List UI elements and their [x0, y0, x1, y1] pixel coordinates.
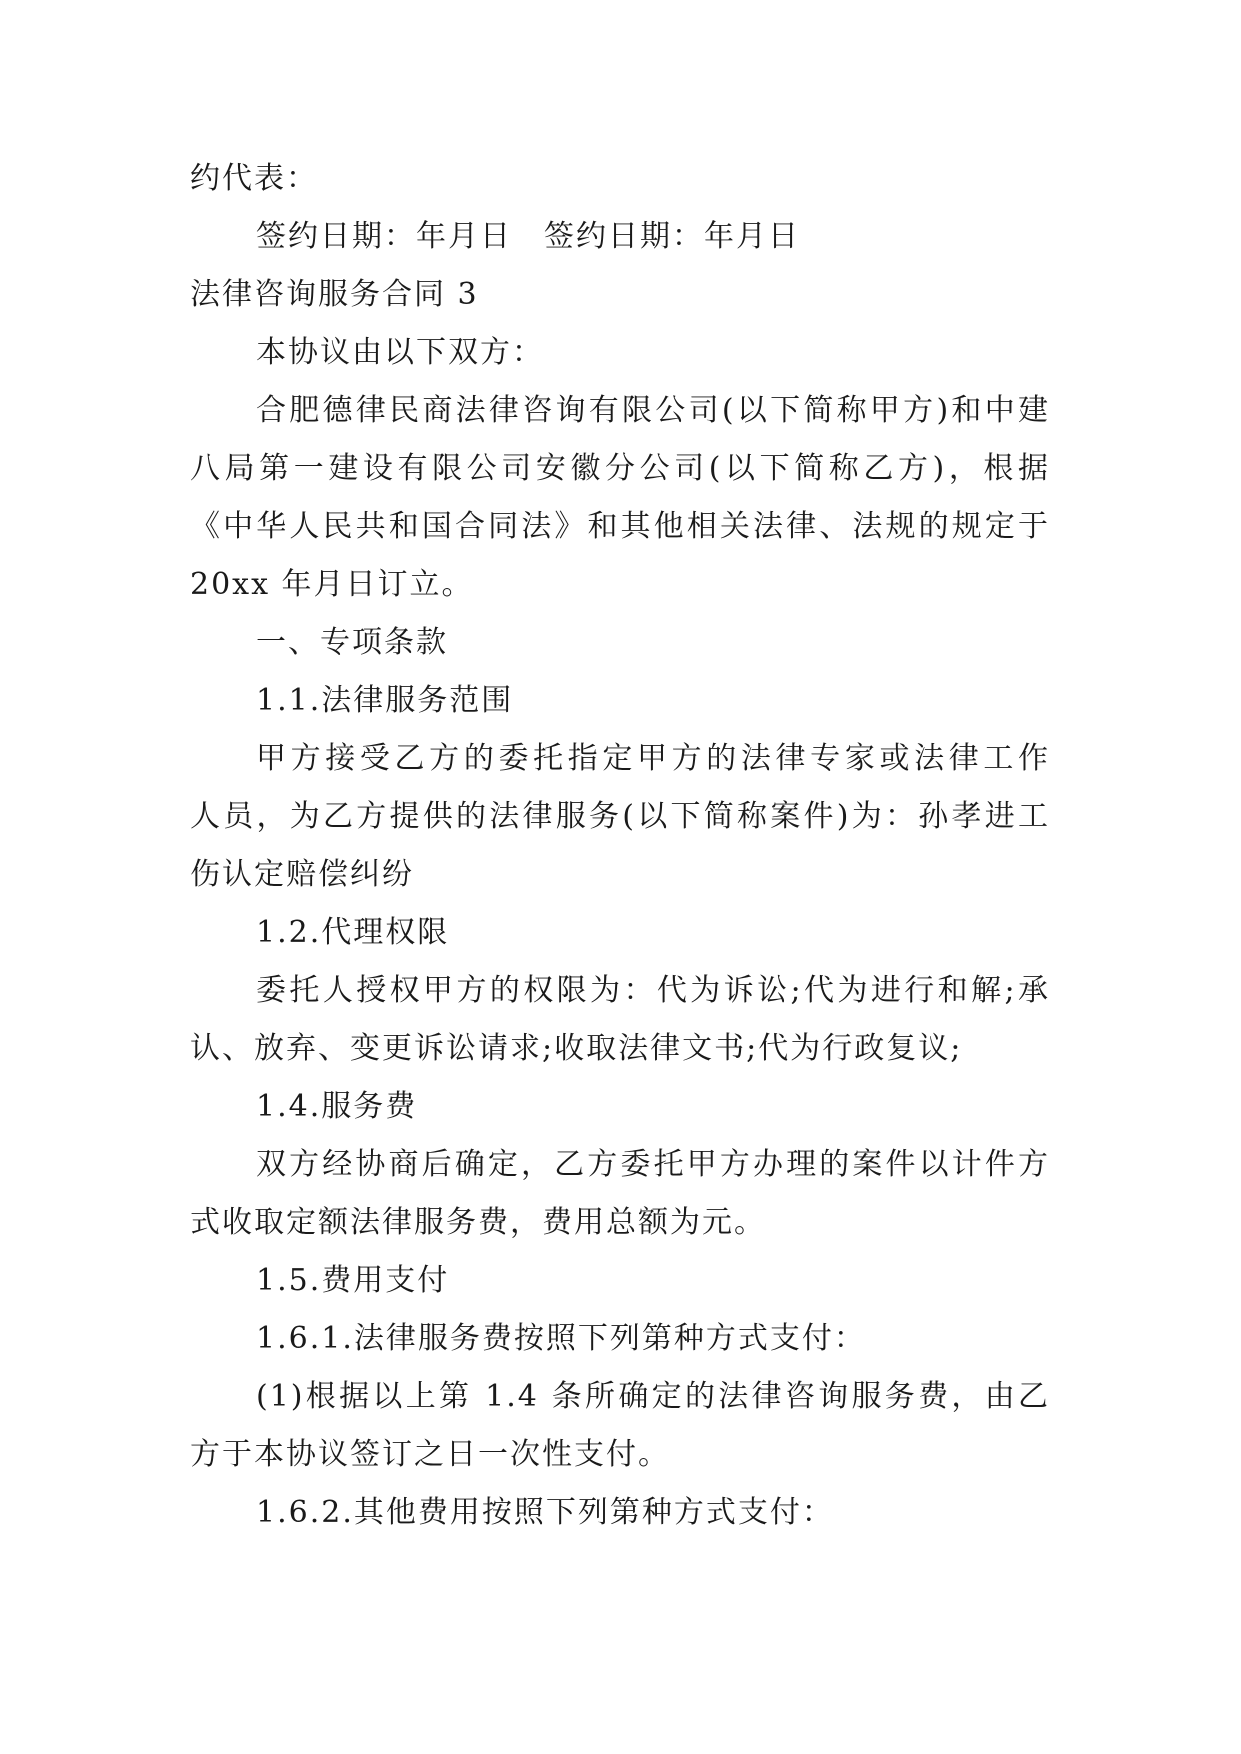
text-line: 双方经协商后确定，乙方委托甲方办理的案件以计件方: [256, 1147, 1050, 1182]
document-page: [190, 150, 1050, 1542]
text-line: 1.6.2.其他费用按照下列第种方式支付：: [256, 1495, 834, 1530]
text-line: 1.1.法律服务范围: [256, 683, 514, 718]
text-line: 20xx 年月日订立。: [190, 567, 474, 602]
text-line: 方于本协议签订之日一次性支付。: [190, 1437, 670, 1472]
text-line: 甲方接受乙方的委托指定甲方的法律专家或法律工作: [256, 741, 1050, 776]
text-line: 《中华人民共和国合同法》和其他相关法律、法规的规定于: [190, 509, 1050, 544]
text-line: 法律咨询服务合同 3: [190, 277, 479, 312]
text-line: 签约日期：年月日 签约日期：年月日: [256, 219, 800, 254]
text-line: 式收取定额法律服务费，费用总额为元。: [190, 1205, 766, 1240]
text-line: 1.4.服务费: [256, 1089, 418, 1124]
text-line: 合肥德律民商法律咨询有限公司(以下简称甲方)和中建: [256, 393, 1050, 428]
text-line: 1.6.1.法律服务费按照下列第种方式支付：: [256, 1321, 866, 1356]
text-line: 认、放弃、变更诉讼请求;收取法律文书;代为行政复议;: [190, 1031, 963, 1066]
text-line: 1.5.费用支付: [256, 1263, 450, 1298]
text-line: 伤认定赔偿纠纷: [190, 857, 414, 892]
text-line: 人员，为乙方提供的法律服务(以下简称案件)为：孙孝进工: [190, 799, 1050, 834]
text-line: 约代表：: [190, 161, 318, 196]
text-line: 一、专项条款: [256, 625, 448, 660]
text-line: (1)根据以上第 1.4 条所确定的法律咨询服务费，由乙: [256, 1379, 1050, 1414]
text-line: 八局第一建设有限公司安徽分公司(以下简称乙方)，根据: [190, 451, 1050, 486]
text-line: 本协议由以下双方：: [256, 335, 544, 370]
text-line: 1.2.代理权限: [256, 915, 450, 950]
text-line: 委托人授权甲方的权限为：代为诉讼;代为进行和解;承: [256, 973, 1050, 1008]
